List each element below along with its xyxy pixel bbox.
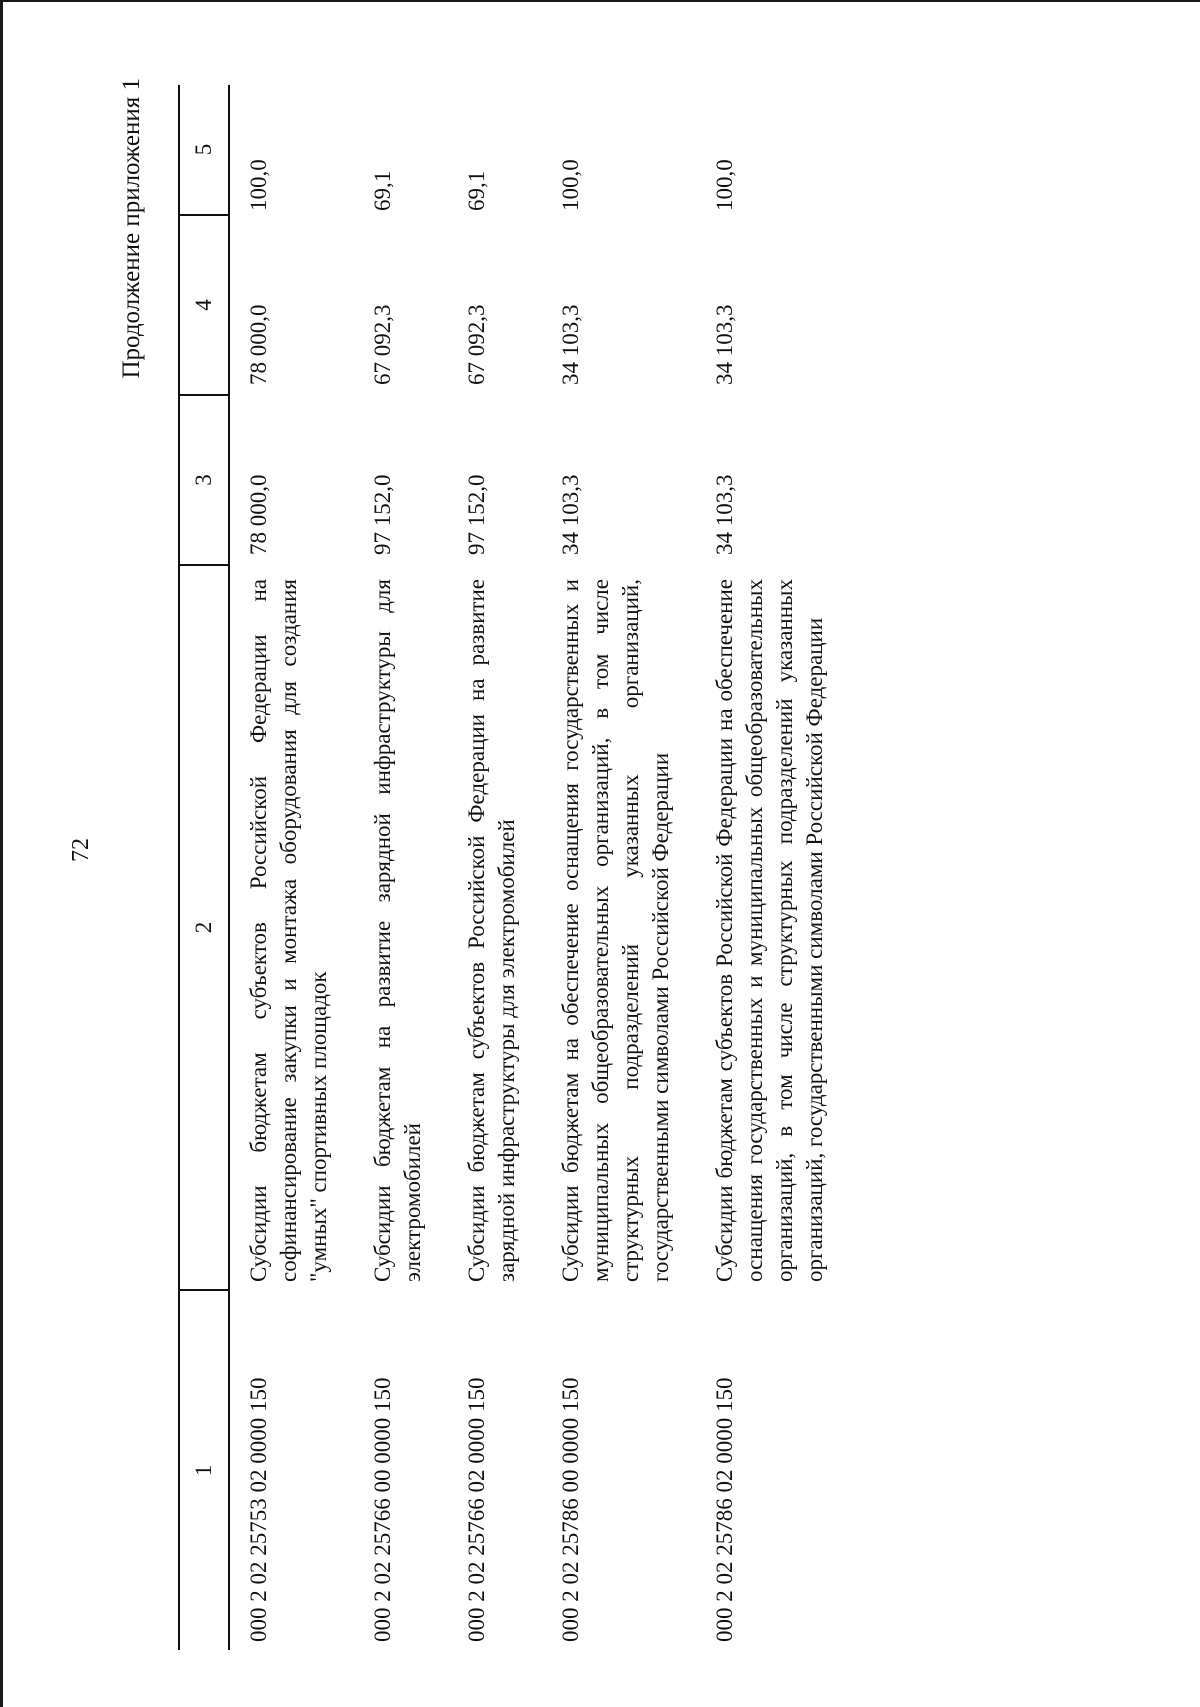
row-col3-value: 34 103,3	[712, 474, 737, 555]
row-col3-value: 34 103,3	[558, 474, 583, 555]
row-name: Субсидии бюджетам субъектов Российской Федерации на софинансирование закупки и монтажа оборудования для создания "умных" спортивных площадок	[246, 579, 331, 1282]
header-cell-code: 1	[179, 1290, 229, 1650]
row-name: Субсидии бюджетам на обеспечение оснащения государственных и муниципальных общеобразовательных организаций, в том числе структурных подразделений указанных организаций, государственными символами Российской Федерации	[558, 579, 673, 1282]
row-code: 000 2 02 25766 02 0000 150	[464, 1377, 489, 1642]
table-row	[229, 85, 354, 1650]
row-name: Субсидии бюджетам субъектов Российской Федерации на развитие зарядной инфраструктуры для электромобилей	[464, 579, 519, 1282]
row-code: 000 2 02 25786 00 0000 150	[558, 1377, 583, 1642]
header-cell-col5: 5	[179, 85, 229, 215]
row-col4-value: 78 000,0	[246, 304, 271, 385]
row-code: 000 2 02 25786 02 0000 150	[712, 1377, 737, 1642]
row-col5-value: 69,1	[464, 170, 489, 211]
row-name: Субсидии бюджетам субъектов Российской Федерации на обеспечение оснащения государственных и муниципальных общеобразовательных организаций, в том числе структурных подразделений указанных организаций, государственными символами Российской Федерации	[712, 579, 827, 1282]
header-cell-col3: 3	[179, 395, 229, 565]
row-col5-value: 100,0	[246, 159, 271, 211]
continuation-title: Продолжение приложения 1	[118, 78, 145, 379]
table-row	[696, 85, 850, 1650]
row-col3-value: 78 000,0	[246, 474, 271, 555]
header-cell-name: 2	[179, 565, 229, 1290]
row-code: 000 2 02 25753 02 0000 150	[246, 1377, 271, 1642]
row-code: 000 2 02 25766 00 0000 150	[370, 1377, 395, 1642]
row-col4-value: 34 103,3	[712, 304, 737, 385]
table-row	[542, 85, 696, 1650]
table-row	[448, 85, 542, 1650]
table-row	[354, 85, 448, 1650]
row-name: Субсидии бюджетам на развитие зарядной инфраструктуры для электромобилей	[370, 579, 425, 1282]
row-col4-value: 34 103,3	[558, 304, 583, 385]
row-col5-value: 100,0	[558, 159, 583, 211]
table-body	[229, 85, 850, 1650]
header-cell-col4: 4	[179, 215, 229, 395]
row-col5-value: 100,0	[712, 159, 737, 211]
row-col4-value: 67 092,3	[464, 304, 489, 385]
row-col3-value: 97 152,0	[464, 474, 489, 555]
header-row	[179, 85, 229, 1650]
budget-table	[178, 85, 850, 1650]
page-number: 72	[68, 838, 94, 862]
row-col5-value: 69,1	[370, 170, 395, 211]
row-col4-value: 67 092,3	[370, 304, 395, 385]
row-col3-value: 97 152,0	[370, 474, 395, 555]
table-header	[179, 85, 229, 1650]
